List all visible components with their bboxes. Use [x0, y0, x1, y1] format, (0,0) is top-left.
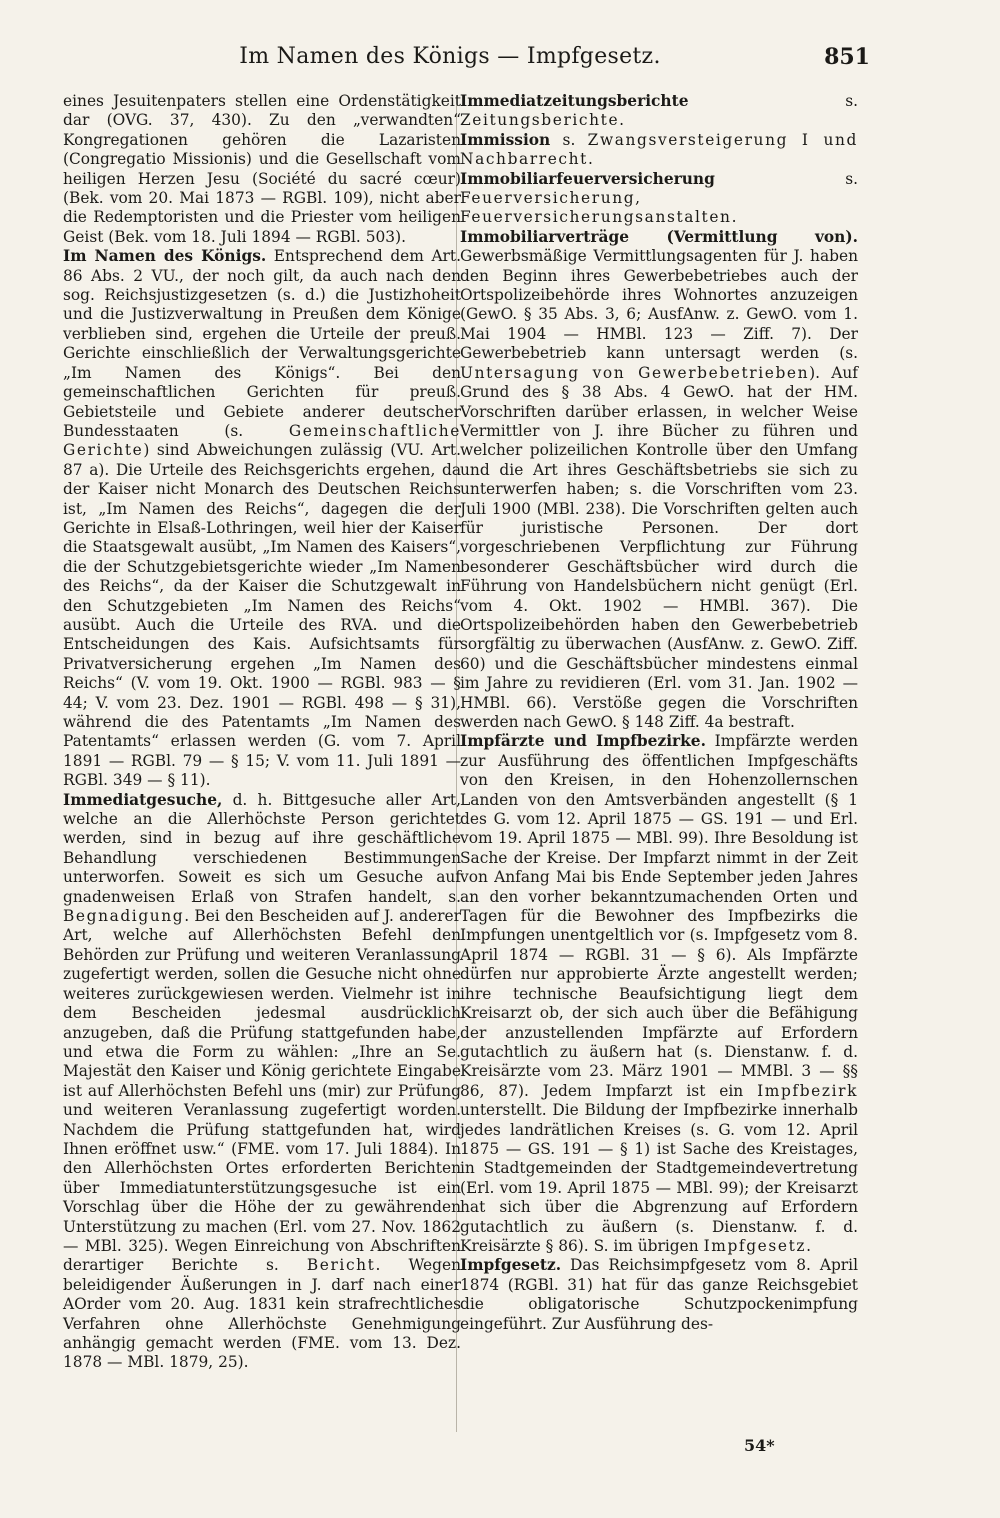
entry-impfaerzte-und-impfbezirke: Impfärzte und Impfbezirke. Impfärzte werden zur Ausführung des öffentlichen Impfgeschäfts von den Kreisen, in den Hohenzollernschen Landen von den Amtsverbänden angestellt (§ 1 des G. vom 12. April 1875 — GS. 191 — und Erl. vom 19. April 1875 — MBl. 99). Ihre Besoldung ist Sache der Kreise. Der Impfarzt nimmt in der Zeit von Anfang Mai bis Ende September jeden Jahres an den vorher bekanntzumachenden Orten und Tagen für die Bewohner des Impfbezirks die Impfungen unentgeltlich vor (s. Impfgesetz vom 8. April 1874 — RGBl. 31 — § 6). Als Impfärzte dürfen nur approbierte Ärzte angestellt werden; ihre technische Beaufsichtigung liegt dem Kreisarzt ob, der sich auch über die Befähigung der anzustellenden Impfärzte auf Erfordern gutachtlich zu äußern hat (s. Dienstanw. f. d. Kreisärzte vom 23. März 1901 — MMBl. 3 — §§ 86, 87). Jedem Impfarzt ist ein Impfbezirk unterstellt. Die Bildung der Impfbezirke innerhalb jedes landrätlichen Kreises (s. G. vom 12. April 1875 — GS. 191 — § 1) ist Sache des Kreistages, in Stadtgemeinden der Stadtgemeindevertretung (Erl. vom 19. April 1875 — MBl. 99); der Kreisarzt hat sich über die Abgrenzung auf Erfordern gutachtlich zu äußern (s. Dienstanw. f. d. Kreisärzte § 86). S. im übrigen Impfgesetz. [460, 732, 859, 1255]
running-title: Im Namen des Königs — Impfgesetz. [239, 44, 661, 69]
cross-reference: Untersagung von Gewerbebetrieben [460, 363, 810, 382]
signature-mark: 54* [744, 1436, 775, 1455]
entry-headword: Immission [460, 130, 551, 149]
cross-reference: Bericht [306, 1256, 376, 1275]
entry-immission: Immission s. Zwangsversteigerung I und Nachbarrecht. [460, 130, 858, 169]
entry-headword: Immediatzeitungsberichte [460, 92, 689, 110]
entry-headword: Im Namen des Königs. [63, 247, 267, 266]
cross-reference: Impfbezirk [757, 1081, 858, 1100]
right-column [460, 92, 858, 1334]
entry-headword: Immobiliarfeuerversicherung [460, 169, 715, 188]
entry-im-namen-des-koenigs: Im Namen des Königs. Entsprechend dem Art. 86 Abs. 2 VU., der noch gilt, da auch nach den sog. Reichsjustizgesetzen (s. d.) die Justizhoheit und die Justizverwaltung in Preußen dem Könige verblieben sind, ergehen die Urteile der preuß. Gerichte einschließlich der Verwaltungsgerichte „Im Namen des Königs“. Bei den gemeinschaftlichen Gerichten für preuß. Gebietsteile und Gebiete anderer deutscher Bundesstaaten (s. Gemeinschaftliche Gerichte) sind Abweichungen zulässig (VU. Art. 87 a). Die Urteile des Reichsgerichts ergehen, da der Kaiser nicht Monarch des Deutschen Reichs ist, „Im Namen des Reichs“, dagegen die der Gerichte in Elsaß-Lothringen, weil hier der Kaiser die Staatsgewalt ausübt, „Im Namen des Kaisers“, die der Schutzgebietsgerichte wieder „Im Namen des Reichs“, da der Kaiser die Schutzgewalt in den Schutzgebieten „Im Namen des Reichs“ ausübt. Auch die Urteile des RVA. und die Entscheidungen des Kais. Aufsichtsamts für Privatversicherung ergehen „Im Namen des Reichs“ (V. vom 19. Okt. 1900 — RGBl. 983 — § 44; V. vom 23. Dez. 1901 — RGBl. 498 — § 31), während die des Patentamts „Im Namen des Patentamts“ erlassen werden (G. vom 7. April 1891 — RGBl. 79 — § 15; V. vom 11. Juli 1891 — RGBl. 349 — § 11). [63, 247, 461, 790]
cross-reference: Begnadigung [63, 907, 185, 926]
entry-immobiliarfeuerversicherung: Immobiliarfeuerversicherung s. Feuerversicherung, Feuerversicherungsanstalten. [460, 169, 858, 227]
entry-headword: Impfgesetz. [460, 1256, 562, 1275]
page-number: 851 [824, 44, 870, 70]
cross-reference: Zeitungsberichte [460, 111, 620, 130]
entry-continuation: eines Jesuitenpaters stellen eine Ordenstätigkeit dar (OVG. 37, 430). Zu den „verwandten“ Kongregationen gehören die Lazaristen (Congregatio Missionis) und die Gesellschaft vom heiligen Herzen Jesu (Société du sacré cœur) (Bek. vom 20. Mai 1873 — RGBl. 109), nicht aber die Redemptoristen und die Priester vom heiligen Geist (Bek. vom 18. Juli 1894 — RGBl. 503). [63, 92, 461, 246]
entry-immediatgesuche: Immediatgesuche, d. h. Bittgesuche aller Art, welche an die Allerhöchste Person gerichtet werden, sind in bezug auf ihre geschäftliche Behandlung verschiedenen Bestimmungen unterworfen. Soweit es sich um Gesuche auf gnadenweisen Erlaß von Strafen handelt, s. Begnadigung. Bei den Bescheiden auf J. anderer Art, welche auf Allerhöchsten Befehl den Behörden zur Prüfung und weiteren Veranlassung zugefertigt werden, sollen die Gesuche nicht ohne weiteres zurückgewiesen werden. Vielmehr ist in dem Bescheiden jedesmal ausdrücklich anzugeben, daß die Prüfung stattgefunden habe, und etwa die Form zu wählen: „Ihre an Se. Majestät den Kaiser und König gerichtete Eingabe ist auf Allerhöchsten Befehl uns (mir) zur Prüfung und weiteren Veranlassung zugefertigt worden. Nachdem die Prüfung stattgefunden hat, wird Ihnen eröffnet usw.“ (FME. vom 17. Juli 1884). In den Allerhöchsten Ortes erforderten Berichten über Immediatunterstützungsgesuche ist ein Vorschlag über die Höhe der zu gewährenden Unterstützung zu machen (Erl. vom 27. Nov. 1862 — MBl. 325). Wegen Einreichung von Abschriften derartiger Berichte s. Bericht. Wegen beleidigender Äußerungen in J. darf nach einer AOrder vom 20. Aug. 1831 kein strafrechtliches Verfahren ohne Allerhöchste Genehmigung anhängig gemacht werden (FME. vom 13. Dez. 1878 — MBl. 1879, 25). [63, 790, 461, 1372]
left-column [63, 92, 461, 1373]
entry-headword: Immobiliarverträge (Vermittlung von). [460, 227, 858, 246]
entry-impfgesetz: Impfgesetz. Das Reichsimpfgesetz vom 8. April 1874 (RGBl. 31) hat für das ganze Reichsgebiet die obligatorische Schutzpockenimpfung eingeführt. Zur Ausführung des- [460, 1256, 858, 1333]
cross-reference: Impfgesetz [703, 1236, 807, 1255]
cross-reference: Feuerversicherung, Feuerversicherungsanstalten [460, 189, 732, 227]
cross-reference: Gemeinschaftliche Gerichte [63, 421, 461, 460]
entry-immediatzeitungsberichte: Immediatzeitungsberichte s. Zeitungsberichte. [460, 92, 858, 130]
cross-reference: Zwangsversteigerung I und Nachbarrecht [460, 130, 858, 169]
entry-headword: Impfärzte und Impfbezirke. [460, 732, 706, 751]
entry-headword: Immediatgesuche, [63, 790, 223, 809]
entry-immobiliarvertraege: Immobiliarverträge (Vermittlung von). Gewerbsmäßige Vermittlungsagenten für J. haben den Beginn ihres Gewerbebetriebes auch der Ortspolizeibehörde ihres Wohnortes anzuzeigen (GewO. § 35 Abs. 3, 6; AusfAnw. z. GewO. vom 1. Mai 1904 — HMBl. 123 — Ziff. 7). Der Gewerbebetrieb kann untersagt werden (s. Untersagung von Gewerbebetrieben). Auf Grund des § 38 Abs. 4 GewO. hat der HM. Vorschriften darüber erlassen, in welcher Weise Vermittler von J. ihre Bücher zu führen und welcher polizeilichen Kontrolle über den Umfang und die Art ihres Geschäftsbetriebs sie sich zu unterwerfen haben; s. die Vorschriften vom 23. Juli 1900 (MBl. 238). Die Vorschriften gelten auch für juristische Personen. Der dort vorgeschriebenen Verpflichtung zur Führung besonderer Geschäftsbücher wird durch die Führung von Handelsbüchern nicht genügt (Erl. vom 4. Okt. 1902 — HMBl. 367). Die Ortspolizeibehörden haben den Gewerbebetrieb sorgfältig zu überwachen (AusfAnw. z. GewO. Ziff. 60) und die Geschäftsbücher mindestens einmal im Jahre zu revidieren (Erl. vom 31. Jan. 1902 — HMBl. 66). Verstöße gegen die Vorschriften werden nach GewO. § 148 Ziff. 4a bestraft. [460, 227, 858, 731]
